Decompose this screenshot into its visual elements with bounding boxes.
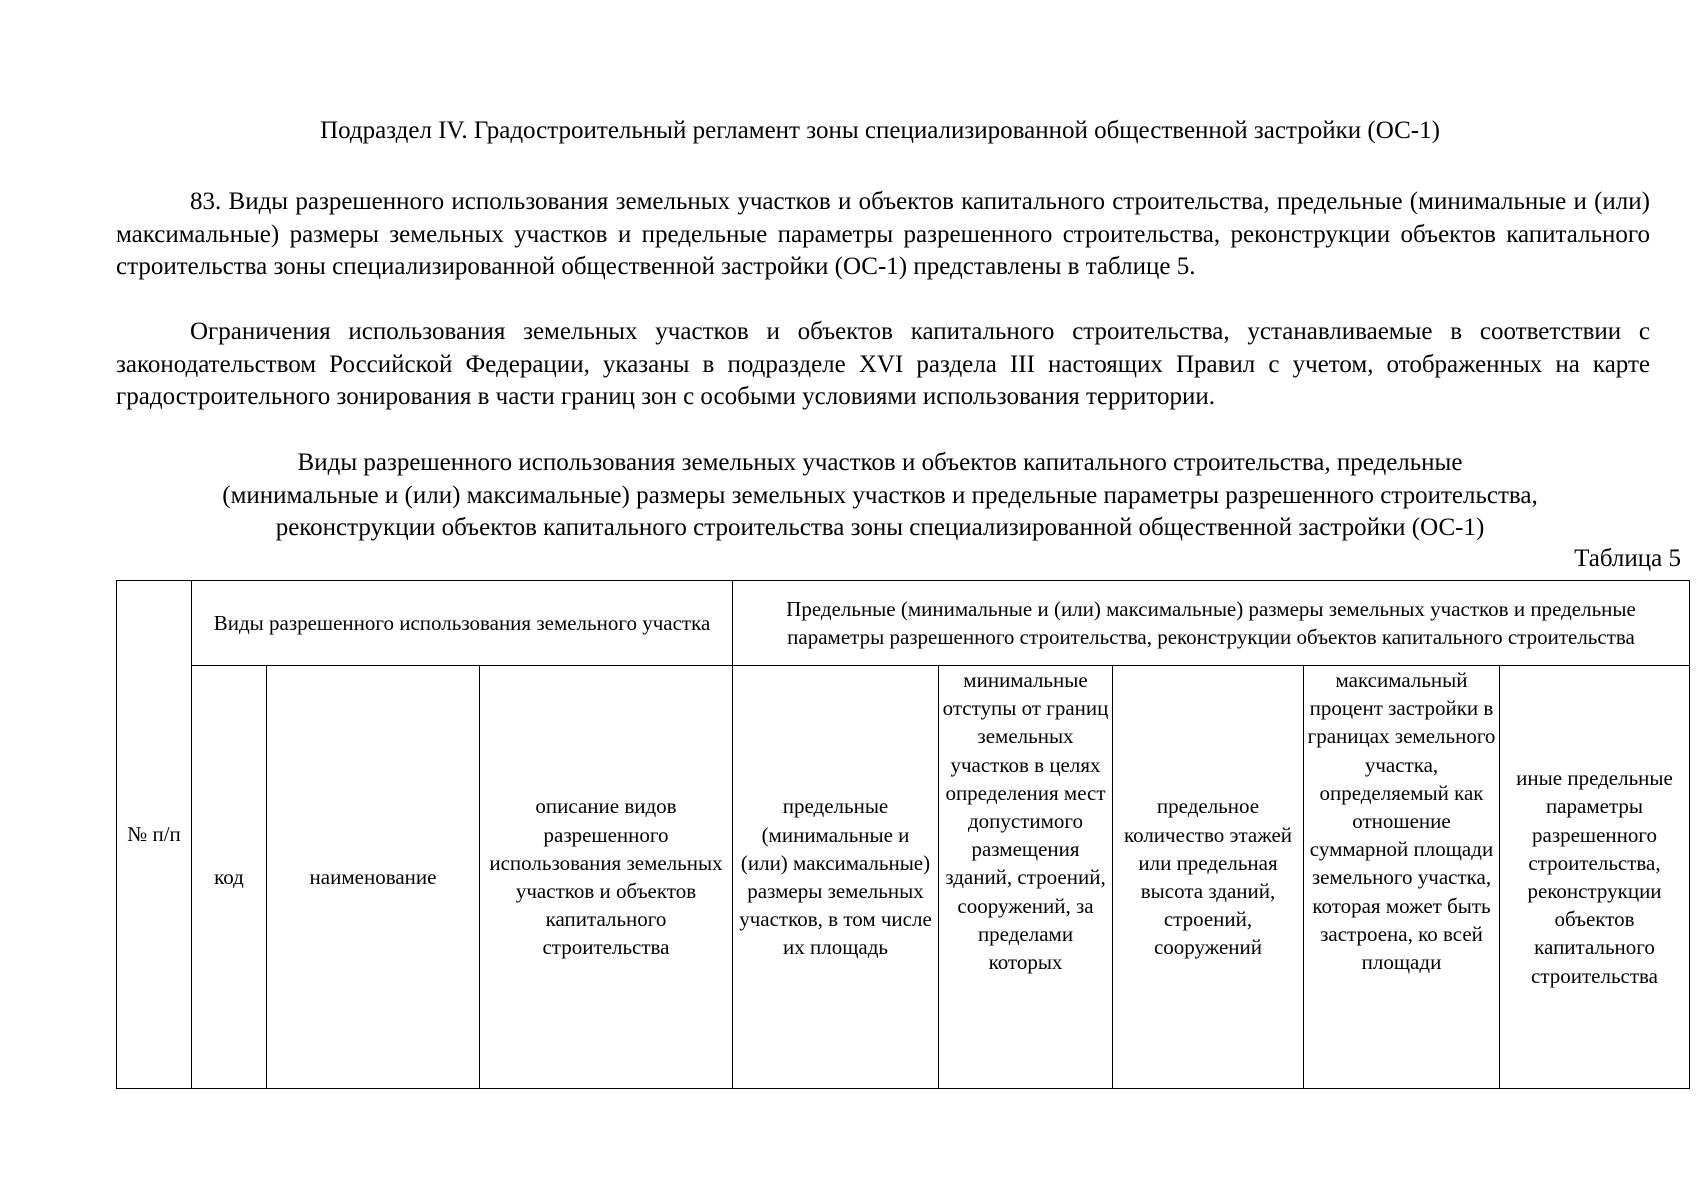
table-header-row-1 bbox=[117, 581, 1690, 666]
paragraph-restrictions-text: Ограничения использования земельных участков и объектов капитального строительства, устанавливаемые в соответствии с законодательством Российской Федерации, указаны в подразделе XVI раздела III настоящих Правил с учетом, отображенных на карте градостроительного зонирования в части границ зон с особыми условиями использования территории. bbox=[116, 318, 1650, 410]
header-description: описание видов разрешенного использования земельных участков и объектов капитального строительства bbox=[480, 666, 733, 1089]
header-code: код bbox=[192, 666, 267, 1089]
paragraph-83-text: 83. Виды разрешенного использования земельных участков и объектов капитального строительства, предельные (минимальные и (или) максимальные) размеры земельных участков и предельные параметры разрешенного строительства, реконструкции объектов капитального строительства зоны специализированной общественной застройки (ОС-1) представлены в таблице 5. bbox=[116, 188, 1650, 280]
table-number-label: Таблица 5 bbox=[1574, 545, 1681, 572]
header-coverage: максимальный процент застройки в границах земельного участка, определяемый как отношение суммарной площади земельного участка, которая может быть застроена, ко всей площади bbox=[1307, 668, 1496, 975]
header-setbacks: минимальные отступы от границ земельных участков в целях определения мест допустимого размещения зданий, строений, сооружений, за пределами которых bbox=[942, 668, 1109, 975]
caption-line-2: (минимальные и (или) максимальные) размеры земельных участков и предельные параметры разрешенного строительства, bbox=[222, 481, 1538, 509]
header-coverage-cell bbox=[1304, 666, 1500, 1089]
paragraph-restrictions bbox=[116, 316, 1650, 414]
header-plot-size: предельные (минимальные и (или) максимальные) размеры земельных участков, в том числе их площадь bbox=[733, 666, 939, 1089]
header-group-uses: Виды разрешенного использования земельного участка bbox=[192, 581, 733, 666]
table-header-row-2 bbox=[117, 666, 1690, 1089]
regulations-table bbox=[116, 580, 1690, 1089]
table-caption bbox=[0, 447, 1697, 545]
header-setbacks-cell bbox=[939, 666, 1113, 1089]
header-floors: предельное количество этажей или предельная высота зданий, строений, сооружений bbox=[1113, 666, 1304, 1089]
paragraph-83 bbox=[116, 186, 1650, 284]
header-group-limits: Предельные (минимальные и (или) максимальные) размеры земельных участков и предельные параметры разрешенного строительства, реконструкции объектов капитального строительства bbox=[733, 581, 1690, 666]
header-name: наименование bbox=[267, 666, 480, 1089]
caption-line-1: Виды разрешенного использования земельных участков и объектов капитального строительства, предельные bbox=[297, 449, 1463, 476]
header-number: № п/п bbox=[117, 581, 192, 1089]
caption-line-3: реконструкции объектов капитального строительства зоны специализированной общественной застройки (ОС-1) bbox=[275, 514, 1485, 541]
section-heading: Подраздел IV. Градостроительный регламент зоны специализированной общественной застройки (ОС-1) bbox=[320, 117, 1440, 144]
header-other-params: иные предельные параметры разрешенного строительства, реконструкции объектов капитального строительства bbox=[1500, 666, 1690, 1089]
